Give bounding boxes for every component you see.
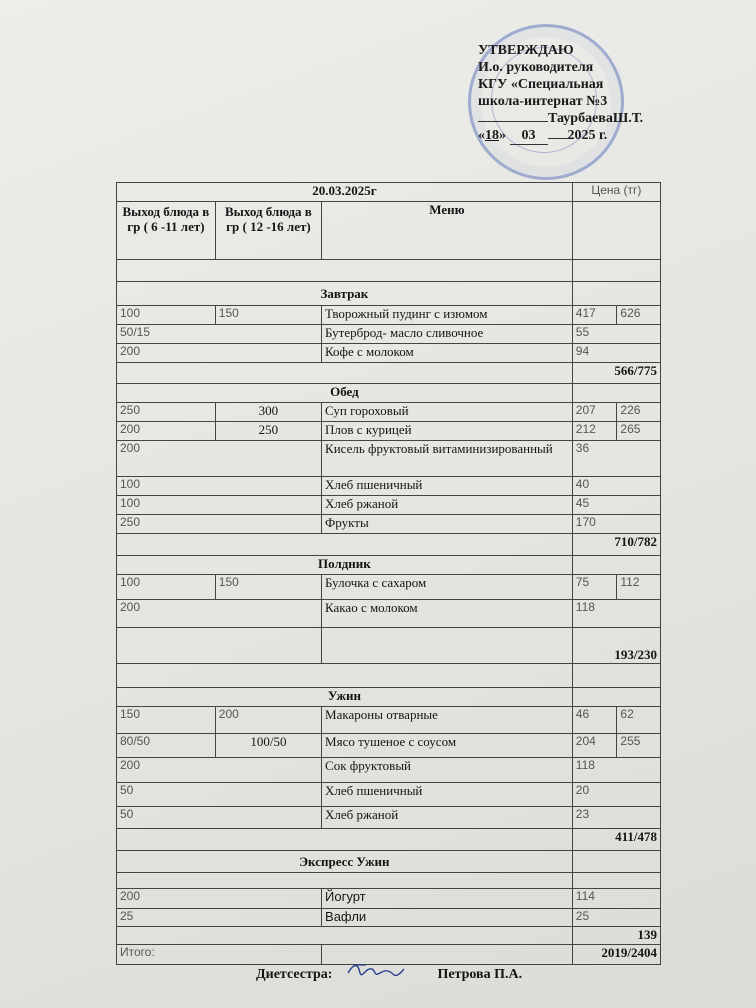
section-title-snack: Полдник [117, 556, 573, 575]
table-row: 100 Хлеб ржаной 45 [117, 496, 661, 515]
menu-date: 20.03.2025г [117, 183, 573, 202]
section-header [117, 688, 661, 707]
section-title-dinner: Ужин [117, 688, 573, 707]
section-title-lunch: Обед [117, 384, 573, 403]
table-row: 200 Кофе с молоком 94 [117, 344, 661, 363]
section-total-lunch: 710/782 [572, 534, 660, 556]
table-row: 200 Сок фруктовый 118 [117, 758, 661, 783]
table-row [117, 873, 661, 889]
dish-name: Фрукты [322, 515, 573, 534]
table-row: 50 Хлеб ржаной 23 [117, 807, 661, 829]
section-title-express-dinner: Экспресс Ужин [117, 851, 573, 873]
section-header [117, 851, 661, 873]
approval-title: УТВЕРЖДАЮ [478, 43, 574, 58]
section-total-breakfast: 566/775 [572, 363, 660, 384]
dish-name: Хлеб ржаной [322, 807, 573, 829]
section-total-row [117, 628, 661, 664]
approver-name: ТаурбаеваШ.Т. [548, 111, 644, 126]
table-row: 250 Фрукты 170 [117, 515, 661, 534]
section-title-breakfast: Завтрак [117, 282, 573, 306]
table-row: 150 200 Макароны отварные 46 62 [117, 707, 661, 734]
menu-header: Меню [322, 202, 573, 260]
handwritten-signature [346, 961, 406, 981]
grand-total-value: 2019/2404 [572, 945, 660, 965]
yield-header-12-16: Выход блюда в гр ( 12 -16 лет) [215, 202, 321, 260]
table-row [117, 202, 661, 260]
table-row: 50 Хлеб пшеничный 20 [117, 783, 661, 807]
dish-name: Вафли [322, 909, 573, 927]
dish-name: Хлеб пшеничный [322, 477, 573, 496]
grand-total-label: Итого: [117, 945, 322, 965]
dish-name: Кисель фруктовый витаминизированный [322, 441, 573, 477]
approval-position: И.о. руководителя [478, 60, 594, 75]
price-header: Цена (тг) [572, 183, 660, 202]
dish-name: Какао с молоком [322, 600, 573, 628]
dish-name: Суп гороховый [322, 403, 573, 422]
section-total-row [117, 534, 661, 556]
table-row: 100 150 Творожный пудинг с изюмом 417 626 [117, 306, 661, 325]
approval-date-year: 2025 г. [567, 128, 608, 143]
menu-table [116, 182, 661, 965]
section-total-row [117, 927, 661, 945]
table-row: 100 Хлеб пшеничный 40 [117, 477, 661, 496]
approval-org-line1: КГУ «Специальная [478, 77, 604, 92]
table-row: 80/50 100/50 Мясо тушеное с соусом 204 255 [117, 734, 661, 758]
dietitian-name: Петрова П.А. [437, 967, 523, 982]
dietitian-label: Диетсестра: [256, 967, 333, 982]
approval-signature-line [478, 110, 748, 127]
section-total-row [117, 363, 661, 384]
section-header [117, 282, 661, 306]
dish-name: Бутерброд- масло сливочное [322, 325, 573, 344]
dish-name: Йогурт [322, 889, 573, 909]
table-row [117, 183, 661, 202]
signature-blank [478, 121, 548, 122]
table-row: 50/15 Бутерброд- масло сливочное 55 [117, 325, 661, 344]
table-row: 250 300 Суп гороховый 207 226 [117, 403, 661, 422]
footer-signature [256, 958, 522, 983]
table-row [117, 260, 661, 282]
approval-date-month: 03 [510, 127, 548, 145]
table-row: 25 Вафли 25 [117, 909, 661, 927]
section-total-dinner: 411/478 [572, 829, 660, 851]
table-row: 200 Какао с молоком 118 [117, 600, 661, 628]
yield-header-6-11: Выход блюда в гр ( 6 -11 лет) [117, 202, 216, 260]
dish-name: Творожный пудинг с изюмом [322, 306, 573, 325]
dish-name: Мясо тушеное с соусом [322, 734, 573, 758]
dish-name: Плов с курицей [322, 422, 573, 441]
table-row [117, 664, 661, 688]
dish-name: Кофе с молоком [322, 344, 573, 363]
section-header [117, 384, 661, 403]
dish-name: Хлеб пшеничный [322, 783, 573, 807]
section-header [117, 556, 661, 575]
dish-name: Булочка с сахаром [322, 575, 573, 600]
dish-name: Сок фруктовый [322, 758, 573, 783]
table-row: 200 Йогурт 114 [117, 889, 661, 909]
table-row: 200 Кисель фруктовый витаминизированный 36 [117, 441, 661, 477]
section-total-row [117, 829, 661, 851]
dish-name: Макароны отварные [322, 707, 573, 734]
section-total-express: 139 [572, 927, 660, 945]
dish-name: Хлеб ржаной [322, 496, 573, 515]
approval-org-line2: школа-интернат №3 [478, 94, 608, 109]
section-total-snack: 193/230 [572, 628, 660, 664]
approval-date: «18» 03 2025 г. [478, 128, 608, 143]
approval-date-day: 18 [485, 128, 499, 143]
table-row: 100 150 Булочка с сахаром 75 112 [117, 575, 661, 600]
table-row: 200 250 Плов с курицей 212 265 [117, 422, 661, 441]
approval-block [478, 42, 748, 145]
